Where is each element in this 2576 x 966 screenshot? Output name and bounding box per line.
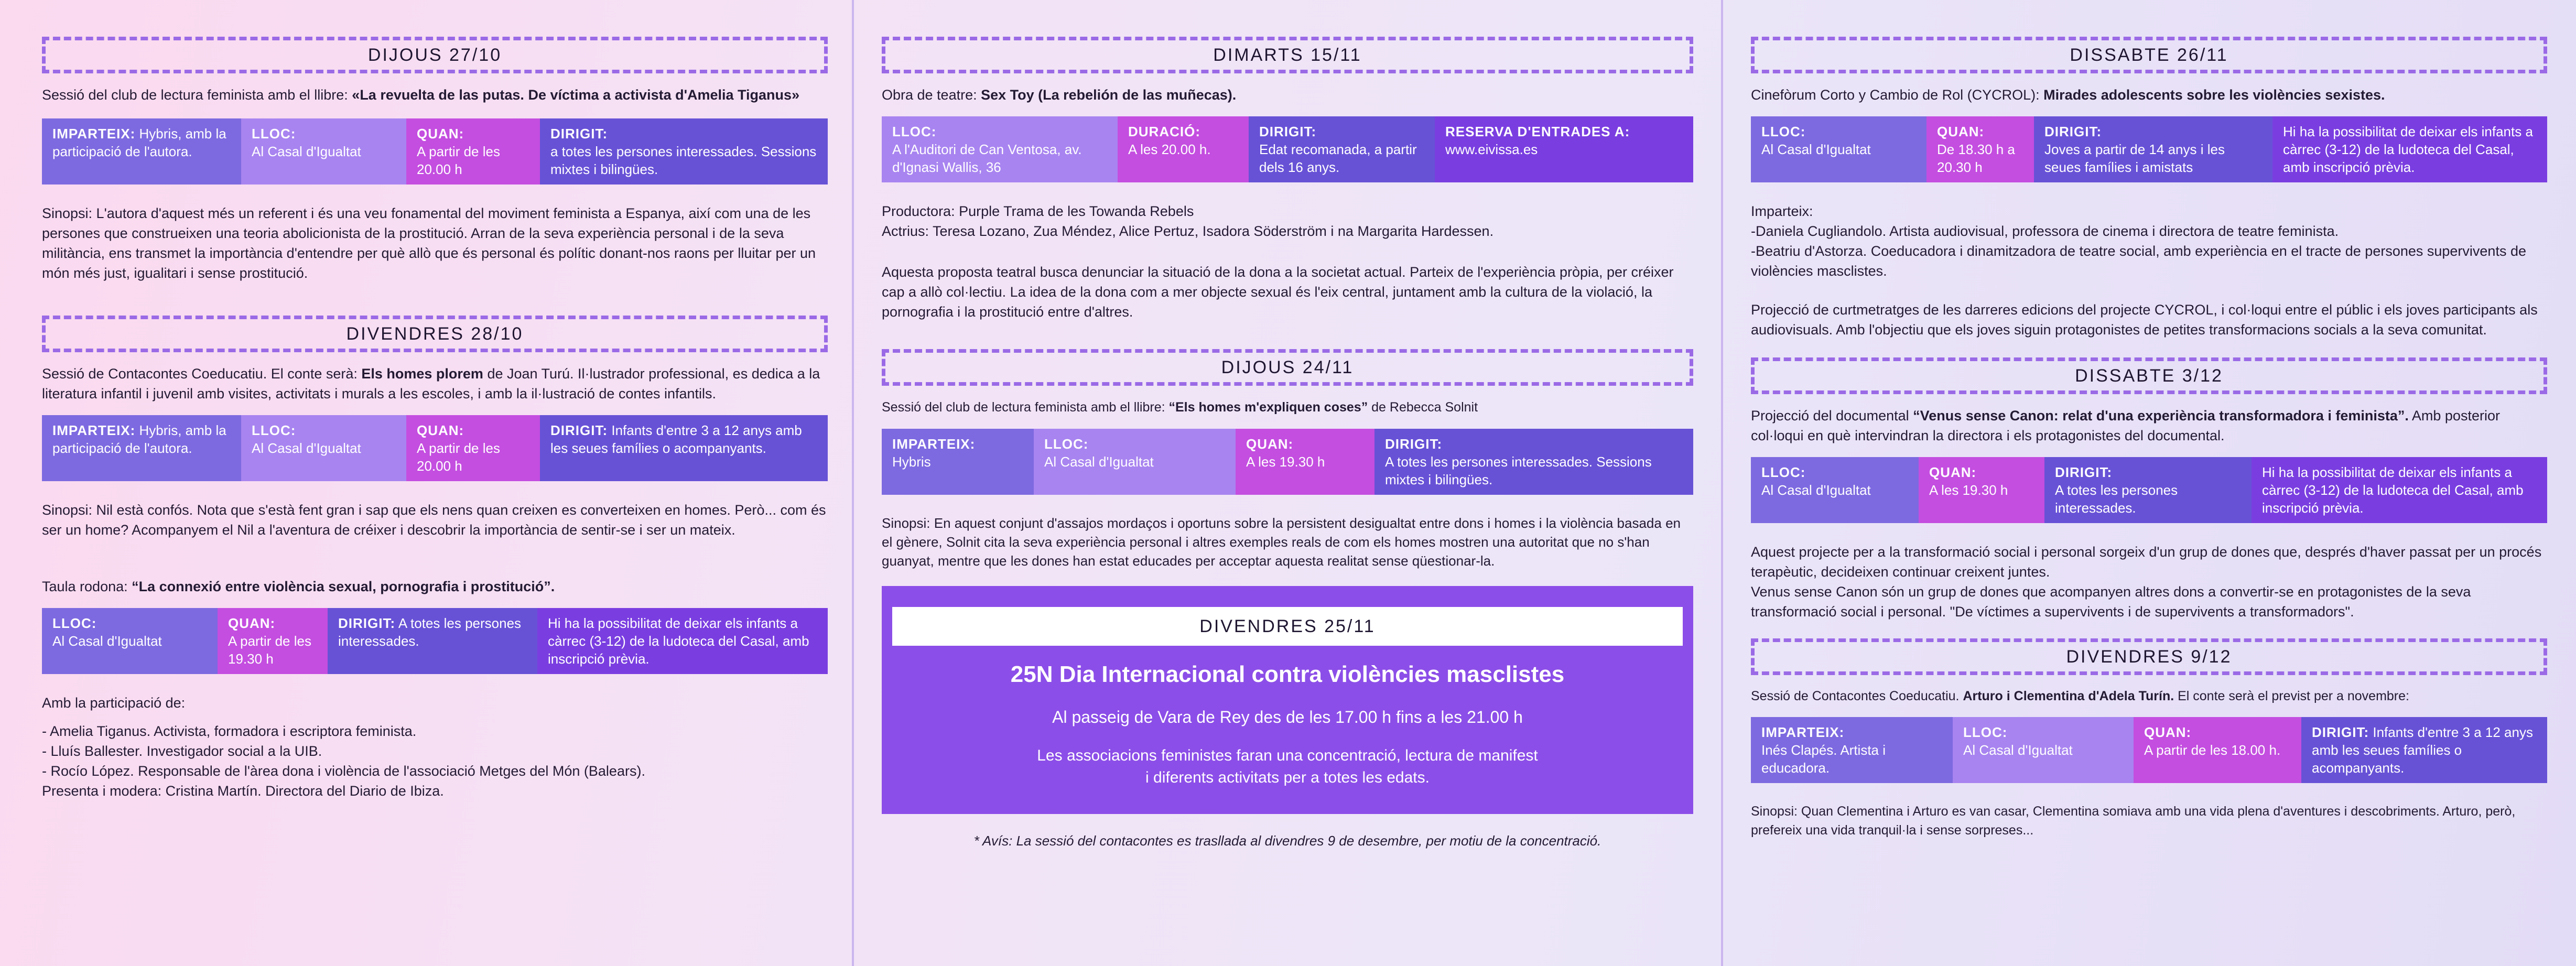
lloc-cell: LLOC: Al Casal d'Igualtat xyxy=(1751,457,1919,523)
ludoteca-cell: Hi ha la possibilitat de deixar els infants a càrrec (3-12) de la ludoteca del Casal, amb inscripció prèvia. xyxy=(537,608,828,674)
dirigit-cell: DIRIGIT: A totes les persones interessades. Sessions mixtes i bilingües. xyxy=(1374,429,1693,495)
quan-cell: QUAN: A partir de les 20.00 h xyxy=(406,118,540,184)
date-header: DIVENDRES 28/10 xyxy=(42,316,828,352)
participants-list: Amb la participació de: - Amelia Tiganus. Activista, formadora i escriptora feminista. - Lluís Ballester. Investigador social a la UIB. - Rocío López. Responsable de l'àrea dona i violència de l'associació Metges del Món (Balears). Presenta i modera: Cristina Martín. Directora del Diario de Ibiza. xyxy=(42,695,645,799)
quan-cell: QUAN: A les 19.30 h xyxy=(1236,429,1374,495)
lloc-cell: LLOC: A l'Auditori de Can Ventosa, av. d'Ignasi Wallis, 36 xyxy=(882,116,1118,182)
sinopsi-text: Aquesta proposta teatral busca denunciar la situació de la dona a la societat actual. Parteix de l'experiència pròpia, per créixer cap a allò col·lectiu. La idea de la dona com a mer objecte sexual és l'eix central, juntament amb la cultura de la violació, la pornografia i la prostitució entre d'altres. xyxy=(882,264,1674,320)
sinopsi-text: Sinopsi: Nil està confós. Nota que s'està fent gran i sap que els nens quan creixen es converteixen en homes. Però... com és ser un home? Acompanyem el Nil a l'aventura de créixer i descobrir la importància de sentir-se i ser un mateix. xyxy=(42,502,826,538)
event-intro: Cinefòrum Corto y Cambio de Rol (CYCROL): Mirades adolescents sobre les violències sexistes. xyxy=(1751,87,2385,103)
event-intro: Sessió del club de lectura feminista amb el llibre: «La revuelta de las putas. De víctima a activista d'Amelia Tiganus» xyxy=(42,87,800,103)
banner-title: 25N Dia Internacional contra violències masclistes xyxy=(1010,661,1565,687)
date-header: DIJOUS 24/11 xyxy=(882,349,1693,386)
ludoteca-cell: Hi ha la possibilitat de deixar els infants a càrrec (3-12) de la ludoteca del Casal, amb inscripció prèvia. xyxy=(2252,457,2547,523)
durada-cell: DURACIÓ: A les 20.00 h. xyxy=(1118,116,1249,182)
event-intro: Obra de teatre: Sex Toy (La rebelión de las muñecas). xyxy=(882,87,1237,103)
panel-center xyxy=(853,0,1722,966)
lloc-cell: LLOC: Al Casal d'Igualtat xyxy=(1953,717,2134,783)
lloc-cell: LLOC: Al Casal d'Igualtat xyxy=(241,415,406,481)
sinopsi-text: Sinopsi: L'autora d'aquest més un referent i és una veu fonamental del moviment feminista a Espanya, així com una de les persones que construeixen una teoria abolicionista de la prostitució. Arran de la seva experiència personal i de la seva militància, ens transmet la importància d'entendre per què allò que és personal és polític donant-nos raons per lluitar per un món més just, igualitari i sense prostitució. xyxy=(42,205,816,281)
dirigit-cell: DIRIGIT: a totes les persones interessades. Sessions mixtes i bilingües. xyxy=(540,118,828,184)
date-header: DISSABTE 26/11 xyxy=(1751,37,2547,73)
info-bar xyxy=(1751,116,2547,182)
imparteix-cell: IMPARTEIX: Hybris, amb la participació de l'autora. xyxy=(42,118,241,184)
date-header: DIMARTS 15/11 xyxy=(882,37,1693,73)
event-intro: Taula rodona: “La connexió entre violència sexual, pornografia i prostitució”. xyxy=(42,579,555,594)
event-intro: Projecció del documental “Venus sense Canon: relat d'una experiència transformadora i feminista”. Amb posterior col·loqui en què intervindran la directora i els protagonistes del documental. xyxy=(1751,408,2500,443)
dirigit-cell: DIRIGIT: Joves a partir de 14 anys i les seues famílies i amistats xyxy=(2034,116,2272,182)
event-intro: Sessió del club de lectura feminista amb el llibre: “Els homes m'expliquen coses” de Rebecca Solnit xyxy=(882,400,1478,415)
reserva-cell: RESERVA D'ENTRADES A: www.eivissa.es xyxy=(1435,116,1693,182)
lloc-cell: LLOC: Al Casal d'Igualtat xyxy=(241,118,406,184)
imparteix-cell: IMPARTEIX: Inés Clapés. Artista i educadora. xyxy=(1751,717,1953,783)
info-bar xyxy=(1751,457,2547,523)
credits: Productora: Purple Trama de les Towanda Rebels Actrius: Teresa Lozano, Zua Méndez, Alice Pertuz, Isadora Söderström i na Margarita Hardessen. xyxy=(882,203,1494,239)
dirigit-cell: DIRIGIT: Infants d'entre 3 a 12 anys amb les seues famílies o acompanyants. xyxy=(2301,717,2547,783)
info-bar xyxy=(1751,717,2547,783)
quan-cell: QUAN: A les 19.30 h xyxy=(1919,457,2044,523)
sinopsi-text: Sinopsi: Quan Clementina i Arturo es van casar, Clementina somiava amb una vida plena d'aventures i descobriments. Arturo, però, prefereix una vida tranquil·la i sense sorpreses... xyxy=(1751,804,2516,838)
lloc-cell: LLOC: Al Casal d'Igualtat xyxy=(42,608,218,674)
panel-right xyxy=(1722,0,2576,966)
quan-cell: QUAN: De 18.30 h a 20.30 h xyxy=(1926,116,2034,182)
reserva-link[interactable]: www.eivissa.es xyxy=(1445,142,1538,157)
dirigit-cell: DIRIGIT: A totes les persones interessades. xyxy=(2044,457,2252,523)
lloc-cell: LLOC: Al Casal d'Igualtat xyxy=(1034,429,1236,495)
info-bar xyxy=(882,116,1693,182)
dirigit-cell: DIRIGIT: A totes les persones interessades. xyxy=(328,608,537,674)
quan-cell: QUAN: A partir de les 19.30 h xyxy=(218,608,328,674)
25n-banner xyxy=(882,586,1693,814)
event-intro: Sessió de Contacontes Coeducatiu. Arturo i Clementina d'Adela Turín. El conte serà el previst per a novembre: xyxy=(1751,689,2409,703)
sinopsi-text: Sinopsi: En aquest conjunt d'assajos mordaços i oportuns sobre la persistent desigualtat entre dons i homes i la violència basada en el gènere, Solnit cita la seva experiència personal i altres exemples reals de com els homes mostren una autoritat que no s'han guanyat, mentre que les dones han estat educades per acceptar aquesta realitat sense qüestionar-la. xyxy=(882,515,1681,569)
banner-subtitle: Al passeig de Vara de Rey des de les 17.00 h fins a les 21.00 h xyxy=(1052,708,1523,726)
panel-left xyxy=(0,0,853,966)
date-header: DIVENDRES 9/12 xyxy=(1751,638,2547,675)
notice-text: * Avís: La sessió del contacontes es trasllada al divendres 9 de desembre, per motiu de la concentració. xyxy=(973,833,1601,849)
date-header: DIJOUS 27/10 xyxy=(42,37,828,73)
sinopsi-text: Projecció de curtmetratges de les darreres edicions del projecte CYCROL, i col·loqui entre el públic i els joves participants als audiovisuals. Amb l'objectiu que els joves siguin protagonistes de petites transformacions socials a la seva comunitat. xyxy=(1751,302,2538,338)
sinopsi-text: Aquest projecte per a la transformació social i personal sorgeix d'un grup de dones que, després d'haver passat per un procés terapèutic, decideixen continuar creixent juntes. Venus sense Canon són un grup de dones que acompanyen altres dons a convertir-se en protagonistes de la seva transformació social i personal. "De víctimes a supervivents i de supervivents a transformadors". xyxy=(1751,544,2542,620)
dirigit-cell: DIRIGIT: Infants d'entre 3 a 12 anys amb les seues famílies o acompanyants. xyxy=(540,415,828,481)
dirigit-cell: DIRIGIT: Edat recomanada, a partir dels 16 anys. xyxy=(1249,116,1435,182)
banner-text: Les associacions feministes faran una concentració, lectura de manifest i diferents activitats per a totes les edats. xyxy=(1037,747,1538,786)
quan-cell: QUAN: A partir de les 18.00 h. xyxy=(2134,717,2301,783)
info-bar xyxy=(42,118,828,184)
imparteix-list: Imparteix: -Daniela Cugliandolo. Artista audiovisual, professora de cinema i directora de teatre feminista. -Beatriu d'Astorza. Coeducadora i dinamitzadora de teatre social, amb experiència en el tracte de persones supervivents de violències masclistes. xyxy=(1751,203,2526,279)
event-intro: Sessió de Contacontes Coeducatiu. El conte serà: Els homes plorem de Joan Turú. Il·lustrador professional, es dedica a la literatura infantil i juvenil amb visites, activitats i murals a les escoles, i amb la il·lustració de contes infantils. xyxy=(42,366,820,401)
quan-cell: QUAN: A partir de les 20.00 h xyxy=(406,415,540,481)
info-bar xyxy=(42,415,828,481)
ludoteca-cell: Hi ha la possibilitat de deixar els infants a càrrec (3-12) de la ludoteca del Casal, amb inscripció prèvia. xyxy=(2272,116,2547,182)
info-bar xyxy=(882,429,1693,495)
book-title: «La revuelta de las putas. De víctima a activista d'Amelia Tiganus» xyxy=(352,87,800,103)
lloc-cell: LLOC: Al Casal d'Igualtat xyxy=(1751,116,1926,182)
info-bar xyxy=(42,608,828,674)
imparteix-cell: IMPARTEIX: Hybris xyxy=(882,429,1034,495)
imparteix-cell: IMPARTEIX: Hybris, amb la participació de l'autora. xyxy=(42,415,241,481)
banner-date: DIVENDRES 25/11 xyxy=(892,607,1683,646)
date-header: DISSABTE 3/12 xyxy=(1751,357,2547,394)
